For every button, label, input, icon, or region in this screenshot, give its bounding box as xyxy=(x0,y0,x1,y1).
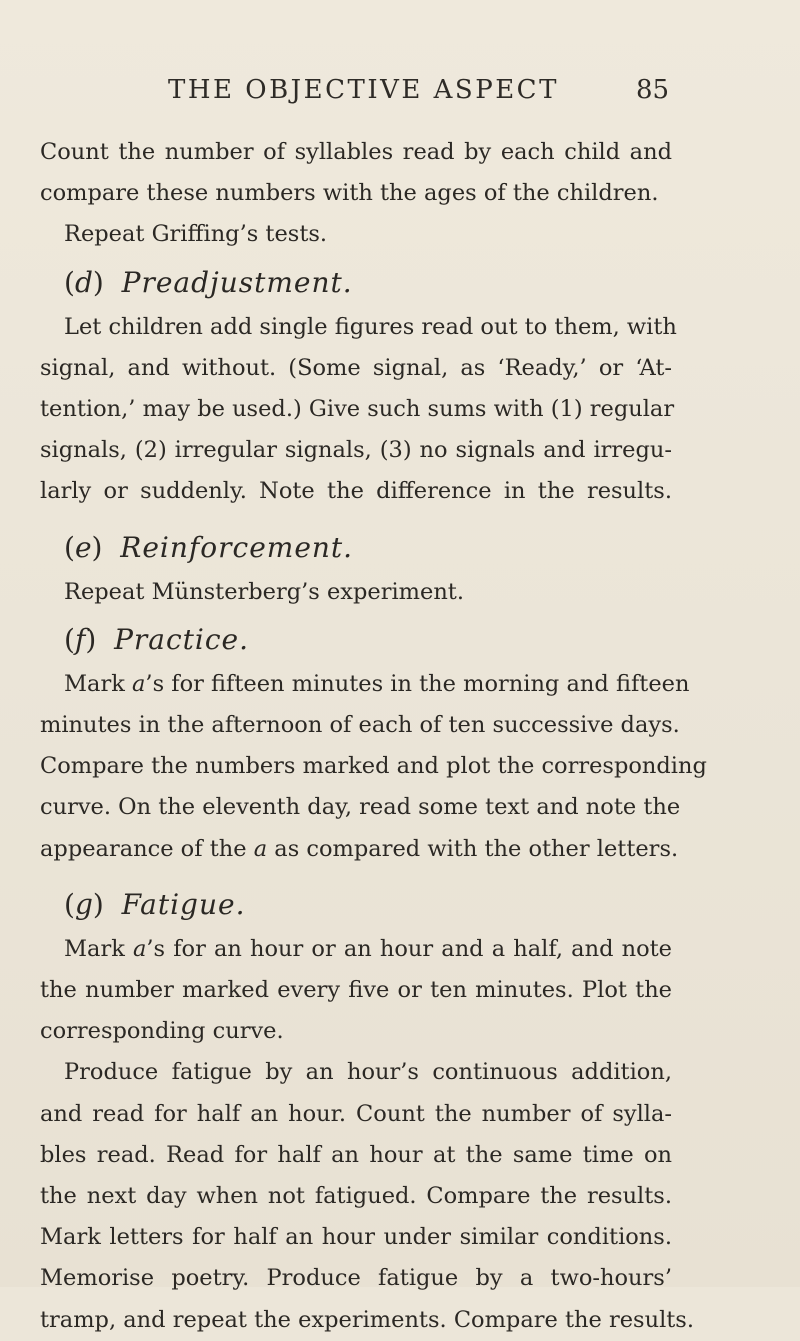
section-title: Practice. xyxy=(114,622,250,656)
running-title: THE OBJECTIVE ASPECT xyxy=(168,75,559,105)
text-line: corresponding curve. xyxy=(40,1018,284,1045)
text-line: tramp, and repeat the experiments. Compare the results. xyxy=(40,1306,695,1333)
text-line: signals, (2) irregular signals, (3) no signals and irregu- xyxy=(40,437,672,464)
text-line xyxy=(40,829,679,870)
text-line: Count the number of syllables read by each child and xyxy=(40,139,672,165)
section-heading-d: (d) Preadjustment. xyxy=(64,265,353,299)
text-line: larly or suddenly. Note the difference in the results. xyxy=(40,478,672,505)
text-line xyxy=(40,929,672,970)
italic-letter: a xyxy=(132,670,146,697)
section-title: Reinforcement. xyxy=(120,530,354,564)
text-run: as compared with the other letters. xyxy=(267,835,679,862)
section-heading-e: (e) Reinforcement. xyxy=(64,530,354,564)
text-line: the number marked every five or ten minutes. Plot the xyxy=(40,977,672,1004)
text-run: appearance of the xyxy=(40,835,254,862)
section-title: Preadjustment. xyxy=(121,265,353,299)
text-run: ’s for an hour or an hour and a half, and note xyxy=(146,935,672,962)
text-line: Mark letters for half an hour under similar conditions. xyxy=(40,1224,672,1251)
text-line: compare these numbers with the ages of the children. xyxy=(40,180,659,207)
italic-letter: a xyxy=(253,835,268,862)
text-run: Mark xyxy=(64,935,133,962)
running-head xyxy=(0,75,800,115)
text-line: signal, and without. (Some signal, as ‘Ready,’ or ‘At- xyxy=(40,354,672,381)
text-line: Repeat Münsterberg’s experiment. xyxy=(64,578,465,605)
section-letter: e xyxy=(74,530,92,564)
text-run: Mark xyxy=(64,670,132,697)
page-number: 85 xyxy=(636,75,670,105)
text-line: minutes in the afternoon of each of ten successive days. xyxy=(40,712,680,739)
text-run: ’s for fifteen minutes in the morning and fifteen xyxy=(145,670,690,697)
italic-letter: a xyxy=(132,935,147,962)
section-title: Fatigue. xyxy=(121,887,246,921)
section-letter: d xyxy=(74,265,93,299)
text-line: Memorise poetry. Produce fatigue by a two-hours’ xyxy=(40,1265,672,1292)
section-letter: f xyxy=(74,622,86,656)
text-line: the next day when not fatigued. Compare the results. xyxy=(40,1183,672,1210)
section-letter: g xyxy=(74,887,93,921)
text-line: bles read. Read for half an hour at the same time on xyxy=(40,1141,672,1168)
text-line: Compare the numbers marked and plot the corresponding xyxy=(40,753,707,780)
text-line: Repeat Griffing’s tests. xyxy=(64,221,328,248)
section-heading-f: (f) Practice. xyxy=(64,622,250,656)
body-text xyxy=(40,132,707,1341)
text-line: Produce fatigue by an hour’s continuous addition, xyxy=(64,1059,672,1086)
text-line: Let children add single figures read out to them, with xyxy=(64,313,677,340)
text-line xyxy=(40,664,690,705)
text-line: curve. On the eleventh day, read some text and note the xyxy=(40,794,681,821)
section-heading-g: (g) Fatigue. xyxy=(64,887,246,921)
text-line: and read for half an hour. Count the number of sylla- xyxy=(40,1100,672,1127)
text-line: tention,’ may be used.) Give such sums with (1) regular xyxy=(40,396,675,423)
